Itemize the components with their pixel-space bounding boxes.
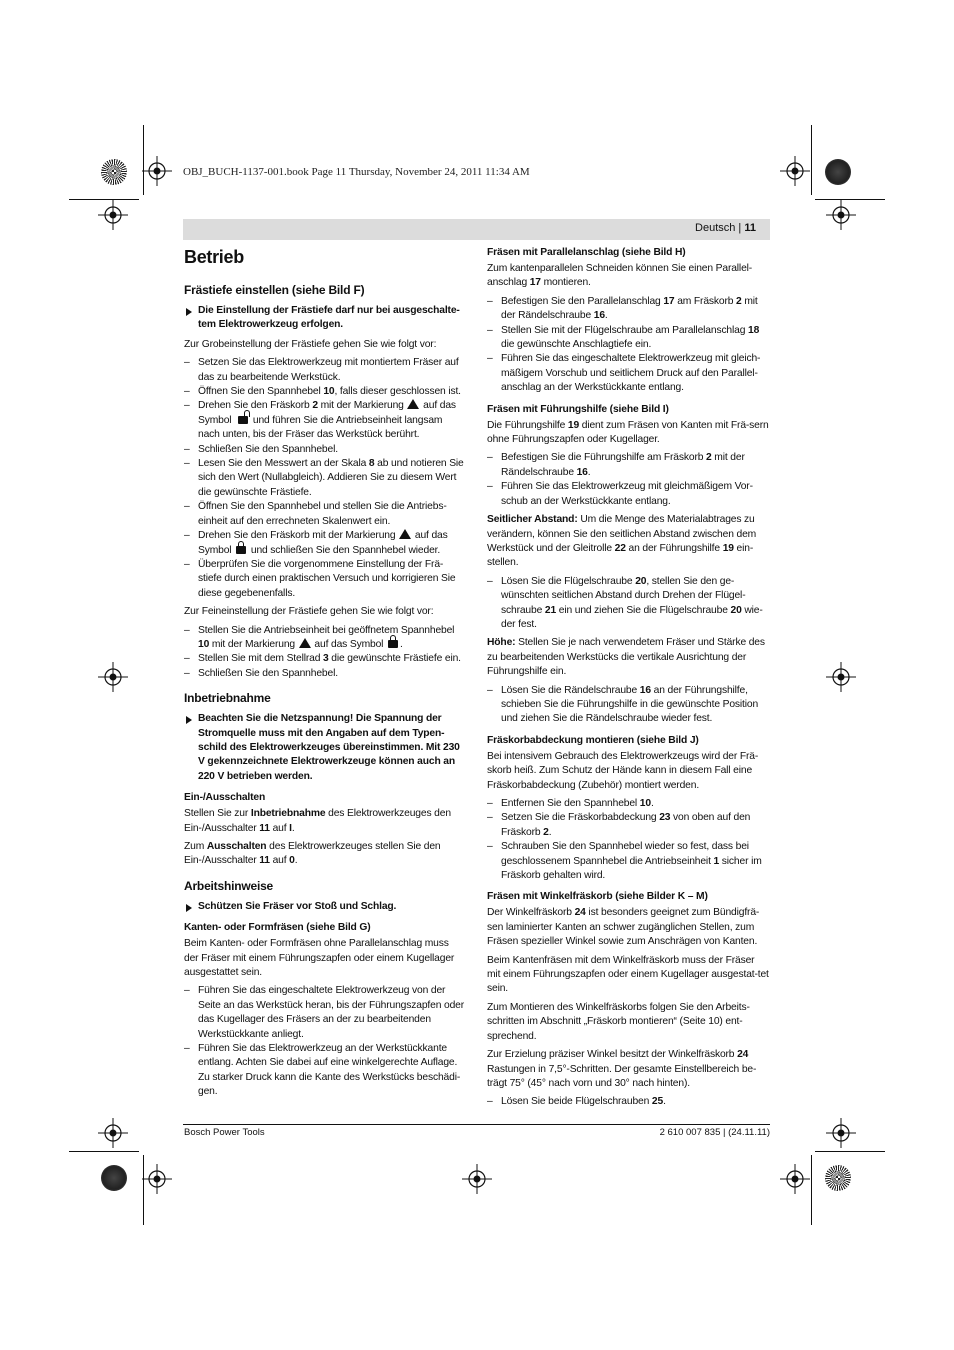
list-item: – Führen Sie das eingeschaltete Elektrowerkzeug von der Seite an das Werkstück heran, bis der Führungszapfen oder das Kugellager des Fräsers an der zu bearbeitenden Werkstückkante anliegt. — [184, 985, 464, 1040]
registration-mark — [142, 1164, 172, 1194]
footer-doc-number: 2 610 007 835 | (24.11.11) — [659, 1127, 770, 1138]
paragraph: Zum Montieren des Winkelfräskorbs folgen Sie den Arbeits-schritten im Abschnitt „Fräskorb montieren“ (Seite 10) ent-sprechend. — [487, 1001, 750, 1042]
registration-mark — [98, 1118, 128, 1148]
list-item: – Lösen Sie die Rändelschraube 16 an der Führungshilfe, schieben Sie die Führungshilfe in die gewünschte Position und ziehen Sie die Rändelschraube wieder fest. — [487, 684, 759, 725]
dash-icon: – — [184, 501, 190, 513]
list-kantenfraesen — [184, 984, 465, 1099]
dash-icon: – — [487, 798, 493, 809]
list-item: – Führen Sie das Elektrowerkzeug mit gleichmäßigem Vor-schub an der Werkstückkante entlang. — [487, 481, 753, 507]
list-item: – Stellen Sie die Antriebseinheit bei geöffnetem Spannhebel 10 mit der Markierung auf das Symbol . — [184, 624, 455, 650]
color-dial-bottom-right — [825, 1165, 851, 1191]
list-item: – Schrauben Sie den Spannhebel wieder so fest, dass bei geschlossenem Spannhebel die Antriebseinheit 1 sicher im Fräskorb gehalten wird. — [487, 841, 762, 882]
dash-icon: – — [184, 357, 190, 369]
crop-mark — [811, 125, 812, 195]
dash-icon: – — [184, 653, 190, 665]
page-header-bar — [183, 219, 770, 240]
dash-icon: – — [184, 558, 190, 570]
dash-icon: – — [184, 458, 190, 470]
header-language: Deutsch — [695, 222, 736, 234]
subheading-fuehrungshilfe: Fräsen mit Führungshilfe (siehe Bild I) — [487, 403, 669, 415]
list-item: – Setzen Sie das Elektrowerkzeug mit montiertem Fräser auf das zu bearbeitende Werkstück. — [184, 357, 459, 383]
paragraph: Zum Ausschalten des Elektrowerkzeuges stellen Sie den Ein-/Ausschalter 11 auf 0. — [184, 841, 441, 867]
list-item: – Drehen Sie den Fräskorb 2 mit der Markierung auf das Symbol und führen Sie die Antriebseinheit langsam nach unten, bis der Fräser das Werkstück berührt. — [184, 400, 456, 441]
dash-icon: – — [184, 400, 190, 412]
warning-arrow-icon — [186, 904, 192, 912]
paragraph: Beim Kantenfräsen mit dem Winkelfräskorb muss der Fräser mit einem Führungszapfen oder einem Kugellager ausgestat-tet sein. — [487, 954, 769, 995]
registration-mark — [780, 1164, 810, 1194]
triangle-marker-icon — [299, 638, 311, 648]
crop-mark — [69, 1151, 139, 1152]
registration-mark — [826, 1118, 856, 1148]
list-item: – Öffnen Sie den Spannhebel und stellen Sie die Antriebs-einheit auf den errechneten Skalenwert ein. — [184, 501, 447, 527]
list-item: – Überprüfen Sie die vorgenommene Einstellung der Frä-stiefe durch einen praktischen Versuch und korrigieren Sie diese gegebenenfalls. — [184, 558, 456, 599]
subheading-kantenfraesen: Kanten- oder Formfräsen (siehe Bild G) — [184, 922, 371, 934]
dash-icon: – — [487, 684, 493, 696]
dash-icon: – — [184, 386, 190, 398]
footer-rule — [183, 1124, 770, 1125]
paragraph: Zum kantenparallelen Schneiden können Sie einen Parallel-anschlag 17 montieren. — [487, 263, 753, 289]
print-slug-line: OBJ_BUCH-1137-001.book Page 11 Thursday, November 24, 2011 11:34 AM — [183, 166, 530, 178]
dash-icon: – — [487, 452, 493, 464]
left-column — [184, 246, 465, 1104]
list-item: – Lösen Sie beide Flügelschrauben 25. — [487, 1095, 770, 1109]
paragraph: Zur Feineinstellung der Frästiefe gehen Sie wie folgt vor: — [184, 606, 434, 618]
list-item: – Führen Sie das eingeschaltete Elektrowerkzeug mit gleich-mäßigem Vorschub und seitlichem Druck auf den Parallel-anschlag an der Werkstückkante entlang. — [487, 353, 761, 394]
list-item: – Schließen Sie den Spannhebel. — [184, 443, 465, 457]
dash-icon: – — [487, 295, 493, 307]
subheading-winkelfraeskorb: Fräsen mit Winkelfräskorb (siehe Bilder K – M) — [487, 891, 708, 903]
dash-icon: – — [184, 1043, 190, 1055]
paragraph: Zur Erzielung präziser Winkel besitzt der Winkelfräskorb 24 Rastungen in 7,5°-Schritten. Der gesamte Einstellbereich be-trägt 75° (45° nach vorn und 30° nach hinten). — [487, 1049, 757, 1089]
dash-icon: – — [487, 1096, 493, 1108]
warning-note: Die Einstellung der Frästiefe darf nur bei ausgeschalte-tem Elektrowerkzeug erfolgen. — [184, 304, 465, 333]
list-item: – Lösen Sie die Flügelschraube 20, stellen Sie den ge-wünschten seitlichen Abstand durch Drehen der Flügel-schraube 21 ein und ziehen Sie die Flügelschraube 20 wie-der fest. — [487, 575, 763, 630]
heading-arbeitshinweise: Arbeitshinweise — [184, 878, 274, 893]
list-coarse — [184, 356, 465, 601]
triangle-marker-icon — [407, 399, 419, 409]
color-dial-bottom-left — [101, 1165, 127, 1191]
section-title: Betrieb — [184, 247, 244, 267]
registration-mark — [462, 1164, 492, 1194]
list-item: – Öffnen Sie den Spannhebel 10, falls dieser geschlossen ist. — [184, 385, 465, 399]
list-item: – Führen Sie das Elektrowerkzeug an der Werkstückkante entlang. Achten Sie dabei auf eine winkelgerechte Auflage. Zu starker Druck kann die Kante des Werkstücks beschädi-gen. — [184, 1043, 461, 1098]
list-item: – Stellen Sie mit der Flügelschraube am Parallelanschlag 18 die gewünschte Anschlagtiefe ein. — [487, 324, 760, 351]
crop-mark — [815, 1151, 885, 1152]
page-number: 11 — [744, 222, 756, 234]
dash-icon: – — [184, 624, 190, 636]
registration-mark — [780, 156, 810, 186]
paragraph: Stellen Sie zur Inbetriebnahme des Elektrowerkzeuges den Ein-/Ausschalter 11 auf I. — [184, 808, 451, 834]
color-dial-top-right — [825, 159, 851, 185]
dash-icon: – — [184, 530, 190, 542]
dash-icon: – — [184, 985, 190, 997]
crop-mark — [811, 1155, 812, 1225]
dash-icon: – — [487, 575, 493, 587]
dash-icon: – — [184, 667, 190, 679]
subheading-parallelanschlag: Fräsen mit Parallelanschlag (siehe Bild H) — [487, 247, 686, 258]
registration-mark — [826, 662, 856, 692]
warning-note: Schützen Sie Fräser vor Stoß und Schlag. — [184, 900, 465, 914]
triangle-marker-icon — [399, 529, 411, 539]
dash-icon: – — [487, 841, 493, 853]
page-header-text — [695, 222, 756, 234]
list-item: – Setzen Sie die Fräskorbabdeckung 23 von oben auf den Fräskorb 2. — [487, 812, 751, 838]
registration-mark — [98, 200, 128, 230]
list-item: – Entfernen Sie den Spannhebel 10. — [487, 797, 770, 811]
list-fuehrungshilfe — [487, 451, 770, 509]
list-fraeskorbabdeckung — [487, 797, 770, 883]
list-item: – Lesen Sie den Messwert an der Skala 8 ab und notieren Sie sich den Wert (Nullabgleich). Addieren Sie zu diesem Wert die gewünschte Frästiefe. — [184, 458, 464, 498]
footer-brand: Bosch Power Tools — [184, 1127, 265, 1138]
paragraph: Seitlicher Abstand: Um die Menge des Materialabtrages zu verändern, können Sie den seitlichen Abstand zwischen dem Werkstück und der Gleitrolle 22 an der Führungshilfe 19 ein-stellen. — [487, 514, 757, 569]
lock-icon — [388, 640, 398, 648]
dash-icon: – — [487, 324, 493, 336]
list-item: – Befestigen Sie die Führungshilfe am Fräskorb 2 mit der Rändelschraube 16. — [487, 452, 745, 478]
list-item: – Drehen Sie den Fräskorb mit der Markierung auf das Symbol und schließen Sie den Spannhebel wieder. — [184, 530, 448, 556]
paragraph: Die Führungshilfe 19 dient zum Fräsen von Kanten mit Frä-sern ohne Führungszapfen oder Kugellager. — [487, 419, 769, 446]
paragraph: Beim Kanten- oder Formfräsen ohne Parallelanschlag muss der Fräser mit einem Führungszapfen oder einem Kugellager ausgestattet sein. — [184, 938, 455, 979]
heading-fraestiefe: Frästiefe einstellen (siehe Bild F) — [184, 283, 365, 297]
dash-icon: – — [487, 481, 493, 493]
registration-mark — [98, 662, 128, 692]
warning-note: Beachten Sie die Netzspannung! Die Spannung der Stromquelle muss mit den Angaben auf dem Typen-schild des Elektrowerkzeuges übereinstimmen. Mit 230 V gekennzeichnete Elektrowerkzeuge können auch an 220 V betrieben werden. — [184, 712, 465, 784]
list-winkelfraeskorb — [487, 1095, 770, 1109]
unlock-icon — [238, 416, 248, 424]
header-separator: | — [735, 222, 745, 234]
list-item: – Schließen Sie den Spannhebel. — [184, 667, 465, 681]
paragraph: Höhe: Stellen Sie je nach verwendetem Fräser und Stärke des zu bearbeitenden Werkstücks die vertikale Ausrichtung der Führungshilfe ein. — [487, 637, 765, 678]
dash-icon: – — [184, 443, 190, 455]
paragraph: Bei intensivem Gebrauch des Elektrowerkzeugs wird der Frä-skorb heiß. Zum Schutz der Hände kann in diesem Fall eine Fräskorbabdeckung (Zubehör) montiert werden. — [487, 750, 759, 791]
dash-icon: – — [487, 353, 493, 365]
subheading-fraeskorbabdeckung: Fräskorbabdeckung montieren (siehe Bild J) — [487, 734, 699, 746]
dash-icon: – — [487, 812, 493, 824]
right-column — [487, 246, 770, 1114]
list-item: – Befestigen Sie den Parallelanschlag 17 am Fräskorb 2 mit der Rändelschraube 16. — [487, 295, 758, 322]
paragraph: Zur Grobeinstellung der Frästiefe gehen Sie wie folgt vor: — [184, 338, 437, 350]
lock-icon — [236, 546, 246, 554]
registration-mark — [826, 200, 856, 230]
warning-arrow-icon — [186, 308, 192, 316]
subheading-ein-ausschalten: Ein-/Ausschalten — [184, 792, 266, 804]
list-fine — [184, 624, 465, 682]
list-hoehe — [487, 684, 770, 727]
list-parallelanschlag — [487, 295, 770, 396]
color-dial-top-left — [101, 159, 127, 185]
list-seitlicher-abstand — [487, 575, 770, 633]
heading-inbetriebnahme: Inbetriebnahme — [184, 691, 271, 706]
warning-arrow-icon — [186, 716, 192, 724]
list-item: – Stellen Sie mit dem Stellrad 3 die gewünschte Frästiefe ein. — [184, 652, 465, 666]
paragraph: Der Winkelfräskorb 24 ist besonders geeignet zum Bündigfrä-sen laminierter Kanten an schwer zugänglichen Stellen, zum Fräsen spezieller Winkel sowie zum Anschrägen von Kanten. — [487, 907, 760, 948]
registration-mark — [142, 156, 172, 186]
